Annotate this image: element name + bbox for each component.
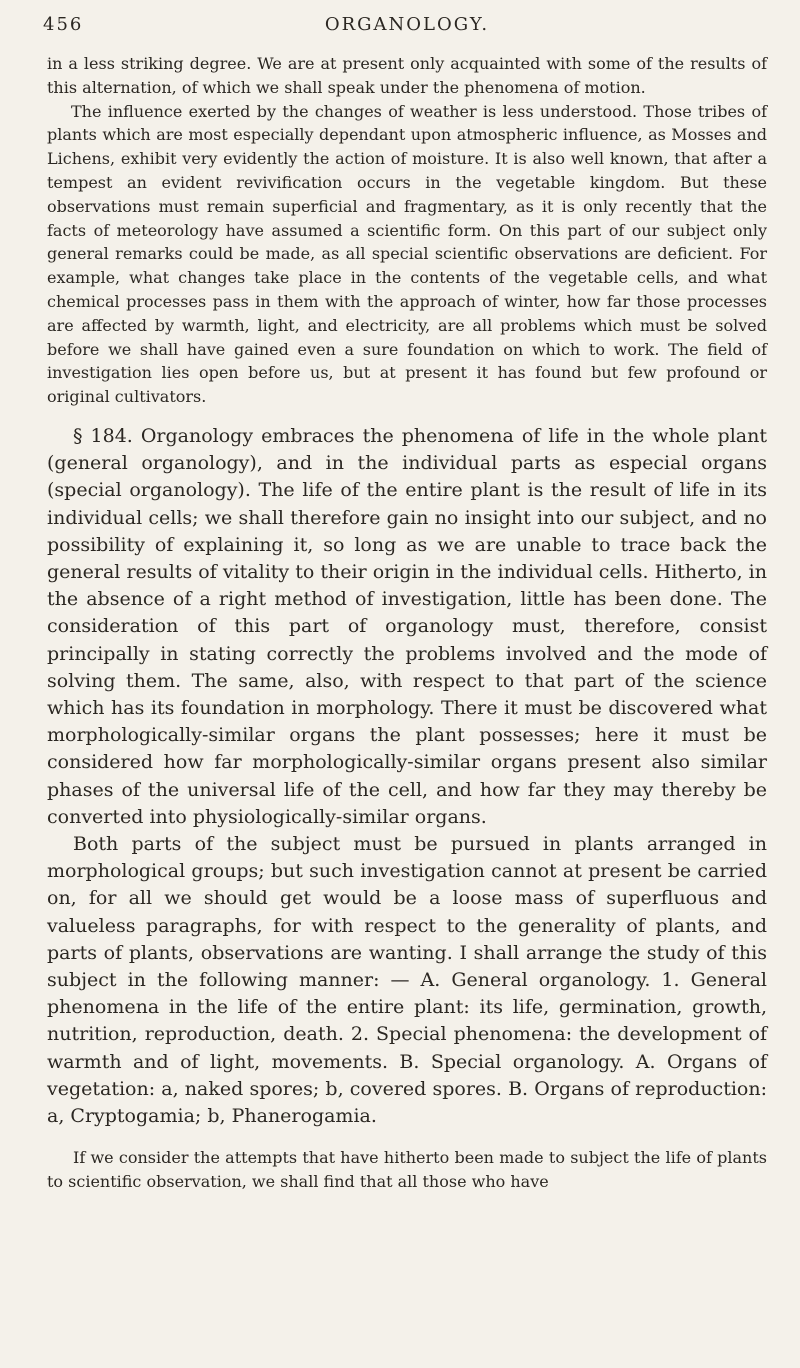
running-title: ORGANOLOGY. [324,14,490,35]
paragraph-weather-influence: The influence exerted by the changes of weather is less understood. Those tribes of plants which are most especially dependant upon atmospheric influence, as Mosses and Lichens, exhibit very evidently the action of moisture. It is also well known, that after a tempest an evident revivification occurs in the vegetable kingdom. But these observations must remain superficial and fragmentary, as it is only recently that the facts of meteorology have assumed a scientific form. On this part of our subject only general remarks could be made, as all special scientific observations are deficient. For example, what changes take place in the contents of the vegetable cells, and what chemical processes pass in them with the approach of winter, how far those processes are affected by warmth, light, and electricity, are all problems which must be solved before we shall have gained even a sure foundation on which to work. The field of investigation lies open before us, but at present it has found but few profound or original cultivators. [47,101,767,407]
paragraph-section-184: § 184. Organology embraces the phenomena of life in the whole plant (general organology), and in the individual parts as especial organs (special organology). The life of the entire plant is the result of life in its individual cells; we shall therefore gain no insight into our subject, and no possibility of explaining it, so long as we are unable to trace back the general results of vitality to their origin in the individual cells. Hitherto, in the absence of a right method of investigation, little has been done. The consideration of this part of organology must, therefore, consist principally in stating correctly the problems involved and the mode of solving them. The same, also, with respect to that part of the science which has its foundation in morphology. There it must be discovered what morphologically-similar organs the plant possesses; here it must be considered how far morphologically-similar organs present also similar phases of the universal life of the cell, and how far they may thereby be converted into physiologically-similar organs. [47,424,767,828]
running-head [43,14,767,52]
paragraph-continuation: in a less striking degree. We are at present only acquainted with some of the results of this alternation, of which we shall speak under the phenomena of motion. [47,54,767,97]
section-184 [47,423,767,1130]
small-print-block [47,52,767,409]
book-page [43,14,767,1193]
small-print-footer [47,1146,767,1193]
paragraph-arrangement: Both parts of the subject must be pursued in plants arranged in morphological groups; but such investigation cannot at present be carried on, for all we should get would be a loose mass of superfluous and valueless paragraphs, for with respect to the generality of plants, and parts of plants, observations are wanting. I shall arrange the study of this subject in the following manner: — A. General organology. 1. General phenomena in the life of the entire plant: its life, germination, growth, nutrition, reproduction, death. 2. Special phenomena: the development of warmth and of light, movements. B. Special organology. A. Organs of vegetation: a, naked spores; b, covered spores. B. Organs of reproduction: a, Cryptogamia; b, Phanerogamia. [47,833,767,1128]
paragraph-attempts: If we consider the attempts that have hitherto been made to subject the life of plants to scientific observation, we shall find that all those who have [47,1148,767,1191]
page-number: 456 [43,14,84,35]
